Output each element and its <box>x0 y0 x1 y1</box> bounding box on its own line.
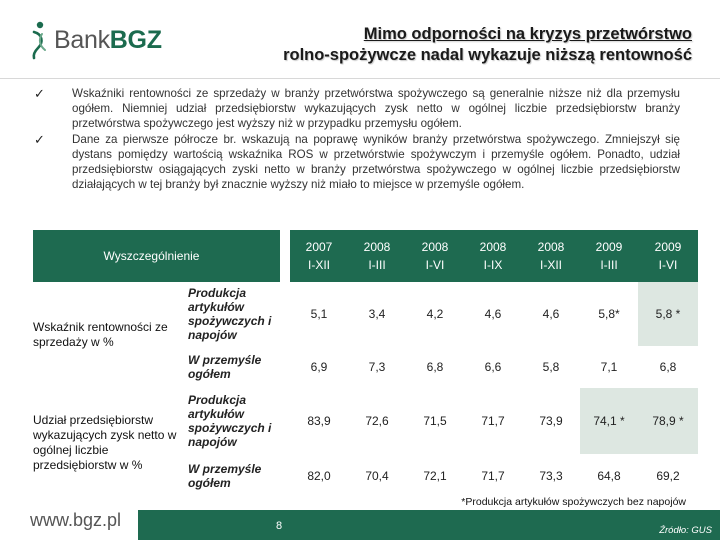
column-header: 2008 I-XII <box>522 230 580 282</box>
table-cell: 71,5 <box>423 414 447 428</box>
group-label: Udział przedsiębiorstw wykazujących zysk netto w ogólnej liczbie przedsiębiorstw w % <box>33 413 177 472</box>
table-cell: 6,8 <box>426 360 444 374</box>
table-cell: 73,9 <box>539 414 563 428</box>
column-header: 2007 I-XII <box>290 230 348 282</box>
table-cell: 6,8 <box>659 360 677 374</box>
page-number: 8 <box>276 520 283 532</box>
row-label: W przemyśle ogółem <box>188 462 262 490</box>
table-cell: 5,8 <box>542 360 560 374</box>
footer-website-link[interactable]: www.bgz.pl <box>30 510 122 530</box>
table-cell: 6,6 <box>484 360 502 374</box>
table-cell-highlighted: 74,1 * <box>580 388 638 454</box>
table-cell: 82,0 <box>307 469 331 483</box>
table-row <box>33 282 698 346</box>
column-header: 2008 I-III <box>348 230 406 282</box>
source-note: Źródło: GUS <box>659 525 712 536</box>
table-cell: 64,8 <box>597 469 621 483</box>
title-line-2: rolno-spożywcze nadal wykazuje niższą rentowność <box>283 46 692 64</box>
table-cell: 3,4 <box>368 307 386 321</box>
bullet-text: Dane za pierwsze półrocze br. wskazują na poprawę wyników branży przetwórstwa spożywczego. Zmniejszył się dystans pomiędzy wartością wskaźnika ROS w przetwórstwie spożywczym i przemyśle ogółem. Ponadto, udział przedsiębiorstw osiągających zyski netto w branży przetwórstwa spożywczego w ogólnej liczbie przedsiębiorstw działających w tej branży był znacznie wyższy niż miało to miejsce w przemyśle ogółem. <box>72 133 680 191</box>
row-label: Produkcja artykułów spożywczych i napojów <box>188 286 272 342</box>
profitability-table <box>33 230 698 498</box>
column-header: 2009 I-III <box>580 230 638 282</box>
row-label: W przemyśle ogółem <box>188 353 262 381</box>
bullet-list <box>34 86 680 193</box>
column-header: 2009 I-VI <box>638 230 698 282</box>
column-header: 2008 I-IX <box>464 230 522 282</box>
table-cell: 71,7 <box>481 414 505 428</box>
table-header-row <box>33 230 698 282</box>
table-cell: 7,1 <box>600 360 618 374</box>
table-cell: 70,4 <box>365 469 389 483</box>
checkmark-icon: ✓ <box>34 132 45 147</box>
footnote: *Produkcja artykułów spożywczych bez napojów <box>461 496 686 508</box>
bullet-text: Wskaźniki rentowności ze sprzedaży w branży przetwórstwa spożywczego są generalnie niższe niż dla przemysłu ogółem. Niemniej udział przedsiębiorstw wykazujących zysk netto w ogólnej liczbie przedsiębiorstw branży przetwórstwa spożywczego jest wyższy niż w przypadku przemysłu ogółem. <box>72 87 680 130</box>
table-cell: 6,9 <box>310 360 328 374</box>
table-row <box>33 388 698 454</box>
header-gap <box>280 230 290 282</box>
table-cell: 4,2 <box>426 307 444 321</box>
group-label: Wskaźnik rentowności ze sprzedaży w % <box>33 320 168 349</box>
bank-logo-text: BankBGZ <box>54 25 162 54</box>
bullet-item <box>34 86 680 131</box>
table-cell: 7,3 <box>368 360 386 374</box>
title-line-1: Mimo odporności na kryzys przetwórstwo <box>363 25 692 43</box>
row-label: Produkcja artykułów spożywczych i napojów <box>188 393 272 449</box>
table-cell: 72,6 <box>365 414 389 428</box>
header-divider <box>0 78 720 79</box>
table-cell: 73,3 <box>539 469 563 483</box>
table-cell: 69,2 <box>656 469 680 483</box>
bank-logo <box>28 18 162 62</box>
bullet-item <box>34 132 680 192</box>
table-cell: 71,7 <box>481 469 505 483</box>
table-cell: 4,6 <box>484 307 502 321</box>
table-cell-highlighted: 5,8 * <box>638 282 698 346</box>
checkmark-icon: ✓ <box>34 86 45 101</box>
bank-logo-icon <box>28 20 50 60</box>
table-cell-highlighted: 78,9 * <box>638 388 698 454</box>
table-cell: 72,1 <box>423 469 447 483</box>
table-cell: 5,8* <box>598 307 620 321</box>
footer-bar <box>138 510 720 540</box>
page-title <box>283 24 692 66</box>
header-label: Wyszczególnienie <box>33 230 280 282</box>
table-cell: 5,1 <box>310 307 328 321</box>
table-cell: 4,6 <box>542 307 560 321</box>
table-cell: 83,9 <box>307 414 331 428</box>
column-header: 2008 I-VI <box>406 230 464 282</box>
